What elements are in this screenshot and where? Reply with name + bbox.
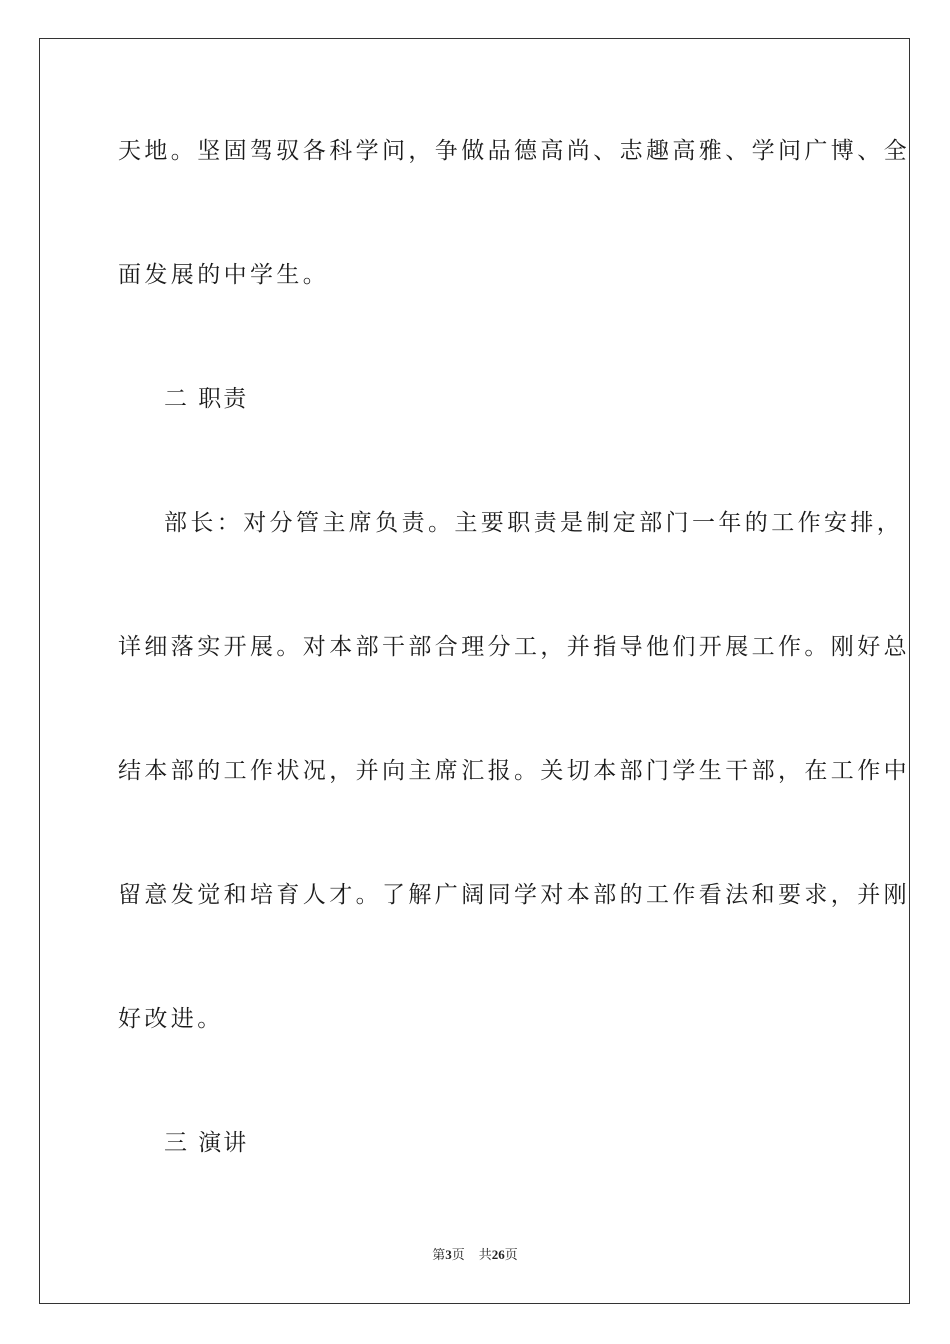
body-text-line-5: 结本部的工作状况，并向主席汇报。关切本部门学生干部，在工作中 xyxy=(118,758,910,784)
body-text-line-3: 部长：对分管主席负责。主要职责是制定部门一年的工作安排， xyxy=(164,510,904,536)
body-text-line-6: 留意发觉和培育人才。了解广阔同学对本部的工作看法和要求，并刚 xyxy=(118,882,910,908)
section-heading-speech: 三 演讲 xyxy=(164,1130,249,1156)
page-prefix: 第 xyxy=(432,1248,446,1263)
page-footer xyxy=(0,1246,950,1265)
total-suffix: 页 xyxy=(504,1248,518,1263)
body-text-line-2: 面发展的中学生。 xyxy=(118,262,330,288)
body-text-line-7: 好改进。 xyxy=(118,1006,224,1032)
page-suffix: 页 xyxy=(451,1248,465,1263)
total-pages: 26 xyxy=(491,1247,505,1262)
page-frame xyxy=(39,38,910,1304)
page-number: 3 xyxy=(445,1247,452,1262)
total-prefix: 共 xyxy=(478,1248,492,1263)
body-text-line-4: 详细落实开展。对本部干部合理分工，并指导他们开展工作。刚好总 xyxy=(118,634,910,660)
section-heading-responsibilities: 二 职责 xyxy=(164,386,249,412)
body-text-line-1: 天地。坚固驾驭各科学问，争做品德高尚、志趣高雅、学问广博、全 xyxy=(118,138,910,164)
